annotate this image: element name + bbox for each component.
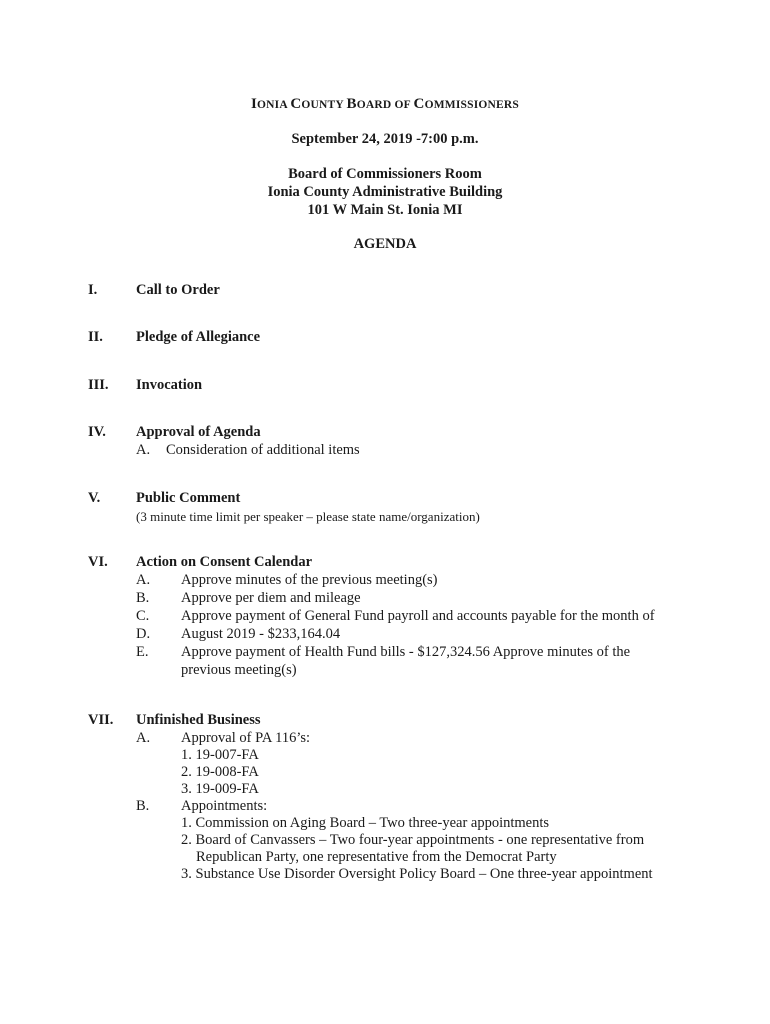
sub-item: 3. 19-009-FA (181, 781, 259, 797)
meeting-building: Ionia County Administrative Building (267, 184, 503, 200)
title-part: C (413, 96, 425, 112)
title-part: OMMISSIONERS (424, 99, 519, 111)
section-title: Action on Consent Calendar (136, 554, 313, 570)
sub-item: 1. 19-007-FA (181, 747, 259, 763)
item-text: Appointments: (181, 798, 268, 814)
item-text: Consideration of additional items (166, 442, 360, 458)
sub-item: 3. Substance Use Disorder Oversight Policy Board – One three-year appointment (181, 866, 653, 882)
item-text: Approve minutes of the previous meeting(s) (181, 572, 438, 588)
section-number: III. (88, 377, 109, 393)
section-title: Unfinished Business (136, 712, 261, 728)
item-letter: E. (136, 644, 149, 660)
section-number: IV. (88, 424, 106, 440)
meeting-room: Board of Commissioners Room (288, 166, 482, 182)
sub-item: 1. Commission on Aging Board – Two three-year appointments (181, 815, 550, 831)
section-title: Call to Order (136, 282, 220, 298)
item-letter: D. (136, 626, 151, 642)
item-letter: A. (136, 572, 151, 588)
title-part: B (346, 96, 357, 112)
document-title (0, 95, 770, 114)
item-text: Approve payment of Health Fund bills - $127,324.56 Approve minutes of the (181, 644, 631, 660)
agenda-heading: AGENDA (353, 236, 417, 252)
section-note: (3 minute time limit per speaker – please state name/organization) (136, 509, 480, 524)
title-part: ONIA (257, 99, 291, 111)
item-text: August 2019 - $233,164.04 (181, 626, 341, 642)
item-text: Approve per diem and mileage (181, 590, 361, 606)
sub-item: 2. 19-008-FA (181, 764, 259, 780)
section-title: Invocation (136, 377, 203, 393)
item-letter: B. (136, 798, 150, 814)
sub-item: 2. Board of Canvassers – Two four-year appointments - one representative from (181, 832, 645, 848)
sub-item-continued: Republican Party, one representative from the Democrat Party (196, 849, 557, 865)
meeting-address: 101 W Main St. Ionia MI (307, 202, 463, 218)
section-number: VII. (88, 712, 114, 728)
item-letter: A. (136, 730, 151, 746)
title-part: I (250, 96, 258, 112)
item-text: Approval of PA 116’s: (181, 730, 311, 746)
section-number: I. (88, 282, 98, 298)
item-letter: B. (136, 590, 150, 606)
section-title: Approval of Agenda (136, 424, 261, 440)
section-number: II. (88, 329, 103, 345)
title-part: C (290, 96, 302, 112)
title-part: OUNTY (301, 99, 347, 111)
item-text-continued: previous meeting(s) (181, 662, 297, 678)
item-text: Approve payment of General Fund payroll and accounts payable for the month of (181, 608, 655, 624)
section-title: Pledge of Allegiance (136, 329, 261, 345)
section-number: V. (88, 490, 101, 506)
item-letter: C. (136, 608, 150, 624)
meeting-date-time: September 24, 2019 -7:00 p.m. (291, 131, 479, 147)
section-title: Public Comment (136, 490, 241, 506)
section-number: VI. (88, 554, 108, 570)
title-part: OARD OF (356, 99, 414, 111)
item-letter: A. (136, 442, 151, 458)
